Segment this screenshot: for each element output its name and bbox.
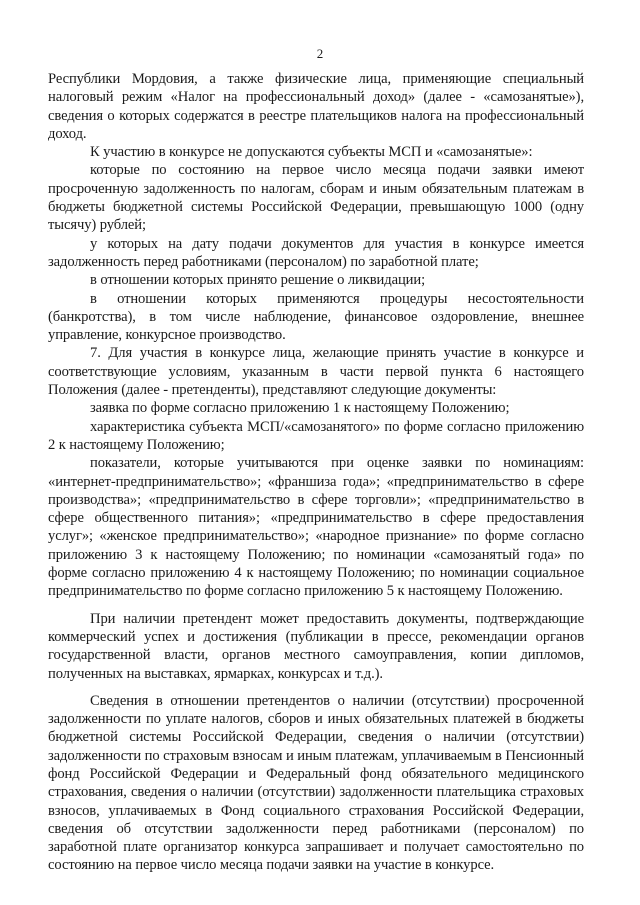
paragraph-exclusion-intro: К участию в конкурсе не допускаются субъекты МСП и «самозанятые»: (90, 144, 533, 161)
paragraph-debt-information: Сведения в отношении претендентов о наличии (отсутствии) просроченной задолженности по уплате налогов, сборов и иных обязательных платежей в бюджеты бюджетной системы Российской Федерации, сведения о наличии (отсутствии) задолженности по страховым взносам и иным платежам, уплачиваемым в Пенсионный фонд Российской Федерации и Федеральный фонд обязательного медицинского страхования, сведения о наличии (отсутствии) задолженности плательщика страховых взносов, уплачиваемых в Фонд социального страхования Российской Федерации, сведения об отсутствии задолженности перед работниками (персоналом) по заработной плате организатор конкурса запрашивает и получает самостоятельно по состоянию на первое число месяца подачи заявки на участие в конкурсе. (48, 692, 584, 874)
paragraph-exclusion-liquidation: в отношении которых принято решение о ликвидации; (90, 272, 426, 289)
paragraph-doc-application: заявка по форме согласно приложению 1 к настоящему Положению; (90, 400, 510, 417)
paragraph-spacer (48, 683, 584, 692)
paragraph-doc-characteristic: характеристика субъекта МСП/«самозанятого» по форме согласно приложению 2 к настоящему Положению; (48, 418, 584, 453)
paragraph-exclusion-tax-debt: которые по состоянию на первое число месяца подачи заявки имеют просроченную задолженность по налогам, сборам и иным обязательным платежам в бюджеты бюджетной системы Российской Федерации, превышающую 1000 (одну тысячу) рублей; (48, 162, 584, 234)
paragraph-spacer (48, 601, 584, 610)
paragraph-item-7: 7. Для участия в конкурсе лица, желающие принять участие в конкурсе и соответствующие условиям, указанным в части первой пункта 6 настоящего Положения (далее - претенденты), представляют следующие документы: (48, 345, 584, 399)
paragraph-exclusion-bankruptcy: в отношении которых применяются процедуры несостоятельности (банкротства), в том числе наблюдение, финансовое оздоровление, внешнее управление, конкурсное производство. (48, 290, 584, 344)
paragraph-achievements: При наличии претендент может предоставить документы, подтверждающие коммерческий успех и достижения (публикации в прессе, рекомендации органов государственной власти, органов местного самоуправления, копии дипломов, полученных на выставках, ярмарках, конкурсах и т.д.). (48, 610, 584, 682)
page-number: 2 (316, 46, 324, 61)
paragraph-exclusion-wage-debt: у которых на дату подачи документов для участия в конкурсе имеется задолженность перед работниками (персоналом) по заработной плате; (48, 235, 584, 270)
paragraph-intro-continuation: Республики Мордовия, а также физические лица, применяющие специальный налоговый режим «Налог на профессиональный доход» (далее - «самозанятые»), сведения о которых содержатся в реестре плательщиков налога на профессиональный доход. (48, 71, 584, 142)
paragraph-doc-indicators: показатели, которые учитываются при оценке заявки по номинациям: «интернет-предпринимательство»; «франшиза года»; «предпринимательство в сфере производства»; «предпринимательство в сфере торговли»; «предпринимательство в сфере общественного питания»; «предпринимательство в сфере предоставления услуг»; «женское предпринимательство»; «народное признание» по форме согласно приложению 3 к настоящему Положению; по номинации «самозанятый года» по форме согласно приложению 4 к настоящему Положению; по номинации социальное предпринимательство по форме согласно приложению 5 к настоящему Положению. (48, 455, 584, 600)
document-body (48, 70, 584, 875)
